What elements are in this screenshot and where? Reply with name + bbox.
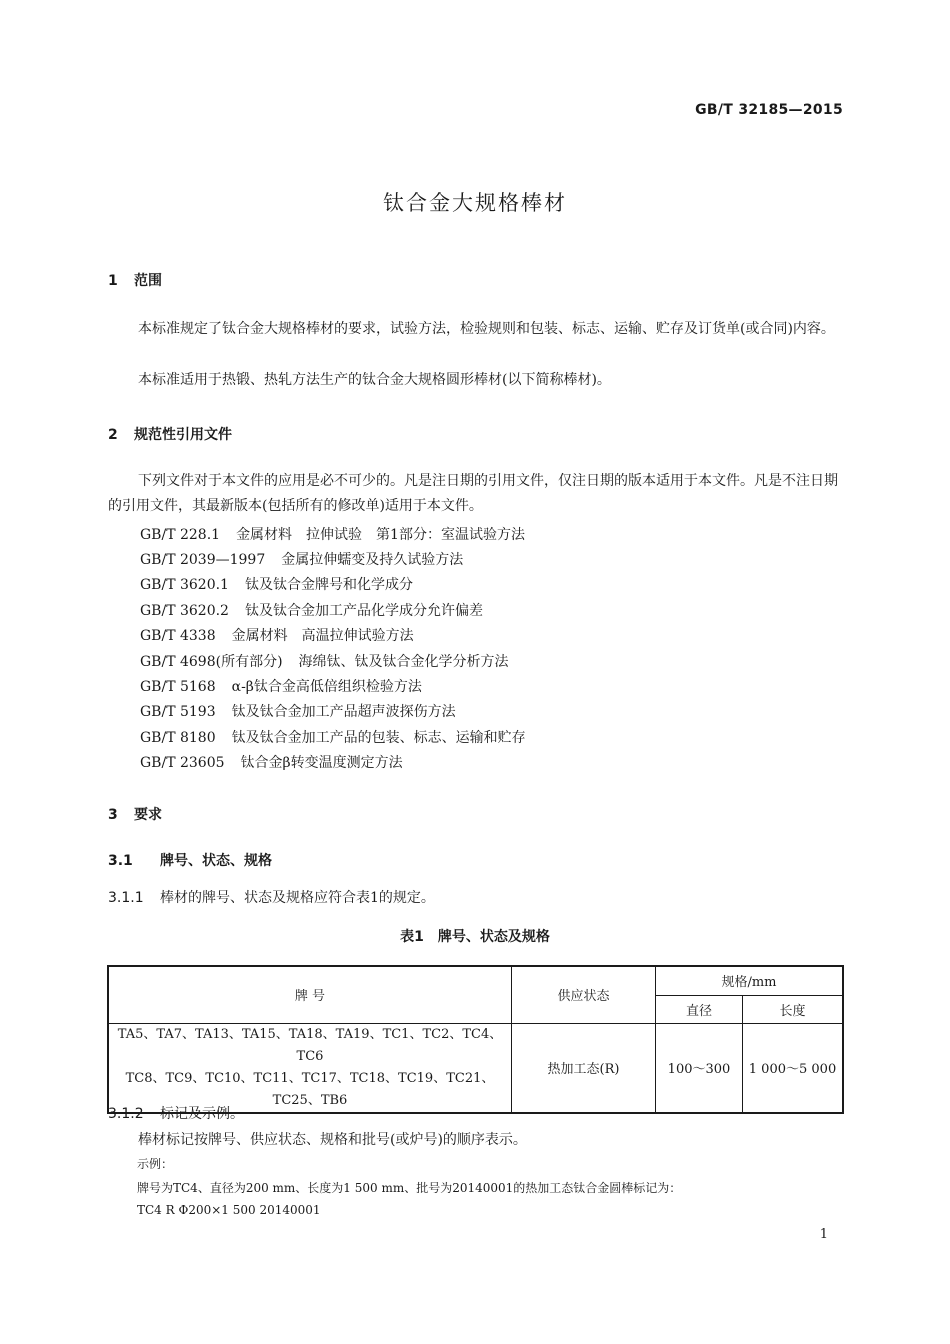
section-2-heading [108,424,232,444]
marking-rule: 棒材标记按牌号、供应状态、规格和批号(或炉号)的顺序表示。 [138,1132,527,1148]
subsection-3-1-heading: 3.1 牌号、状态、规格 [108,853,272,869]
section-number: 1 [108,273,118,289]
header-length: 长度 [743,995,844,1023]
cell-grades: TA5、TA7、TA13、TA15、TA18、TA19、TC1、TC2、TC4、TC6 TC8、TC9、TC10、TC11、TC17、TC18、TC19、TC21、TC25、TB6 [108,1023,512,1113]
specification-table [107,965,844,1114]
reference-item: GB/T 23605 钛合金β转变温度测定方法 [140,755,403,771]
header-spec: 规格/mm [656,966,844,995]
section-title: 要求 [134,807,162,823]
section-title: 范围 [134,273,162,289]
example-text: 牌号为TC4、直径为200 mm、长度为1 500 mm、批号为20140001的热加工态钛合金圆棒标记为： [137,1181,682,1195]
reference-item: GB/T 3620.2 钛及钛合金加工产品化学成分允许偏差 [140,603,483,619]
reference-item: GB/T 4338 金属材料 高温拉伸试验方法 [140,628,414,644]
reference-item: GB/T 3620.1 钛及钛合金牌号和化学成分 [140,577,413,593]
example-marking: TC4 R Φ200×1 500 20140001 [137,1203,321,1217]
header-grade: 牌 号 [108,966,512,1023]
reference-item: GB/T 2039—1997 金属拉伸蠕变及持久试验方法 [140,552,464,568]
standard-number: GB/T 32185—2015 [695,102,843,118]
section-1-paragraph-1: 本标准规定了钛合金大规格棒材的要求，试验方法，检验规则和包装、标志、运输、贮存及订货单(或合同)内容。 [138,321,835,337]
clause-3-1-1: 3.1.1 棒材的牌号、状态及规格应符合表1的规定。 [108,890,435,906]
document-title: 钛合金大规格棒材 [383,191,567,215]
example-label: 示例： [137,1157,174,1171]
header-supply-state: 供应状态 [512,966,656,1023]
clause-3-1-2: 3.1.2 标记及示例。 [108,1106,244,1122]
section-number: 2 [108,427,118,443]
section-number: 3 [108,807,118,823]
section-title: 规范性引用文件 [134,427,232,443]
table-caption: 表1 牌号、状态及规格 [400,929,550,945]
section-1-heading [108,270,162,290]
cell-diameter: 100～300 [656,1023,743,1113]
header-diameter: 直径 [656,995,743,1023]
cell-supply-state: 热加工态(R) [512,1023,656,1113]
reference-item: GB/T 5193 钛及钛合金加工产品超声波探伤方法 [140,704,456,720]
reference-item: GB/T 4698(所有部分) 海绵钛、钛及钛合金化学分析方法 [140,654,509,670]
reference-item: GB/T 8180 钛及钛合金加工产品的包装、标志、运输和贮存 [140,730,526,746]
section-1-paragraph-2: 本标准适用于热锻、热轧方法生产的钛合金大规格圆形棒材(以下简称棒材)。 [138,372,611,388]
cell-length: 1 000～5 000 [743,1023,844,1113]
table-row [108,1023,843,1113]
section-2-paragraph-1: 下列文件对于本文件的应用是必不可少的。凡是注日期的引用文件，仅注日期的版本适用于本文件。凡是不注日期的引用文件，其最新版本(包括所有的修改单)适用于本文件。 [108,473,838,514]
reference-item: GB/T 5168 α-β钛合金高低倍组织检验方法 [140,679,422,695]
page-number: 1 [819,1227,828,1242]
section-3-heading [108,804,162,824]
reference-item: GB/T 228.1 金属材料 拉伸试验 第1部分：室温试验方法 [140,527,525,543]
